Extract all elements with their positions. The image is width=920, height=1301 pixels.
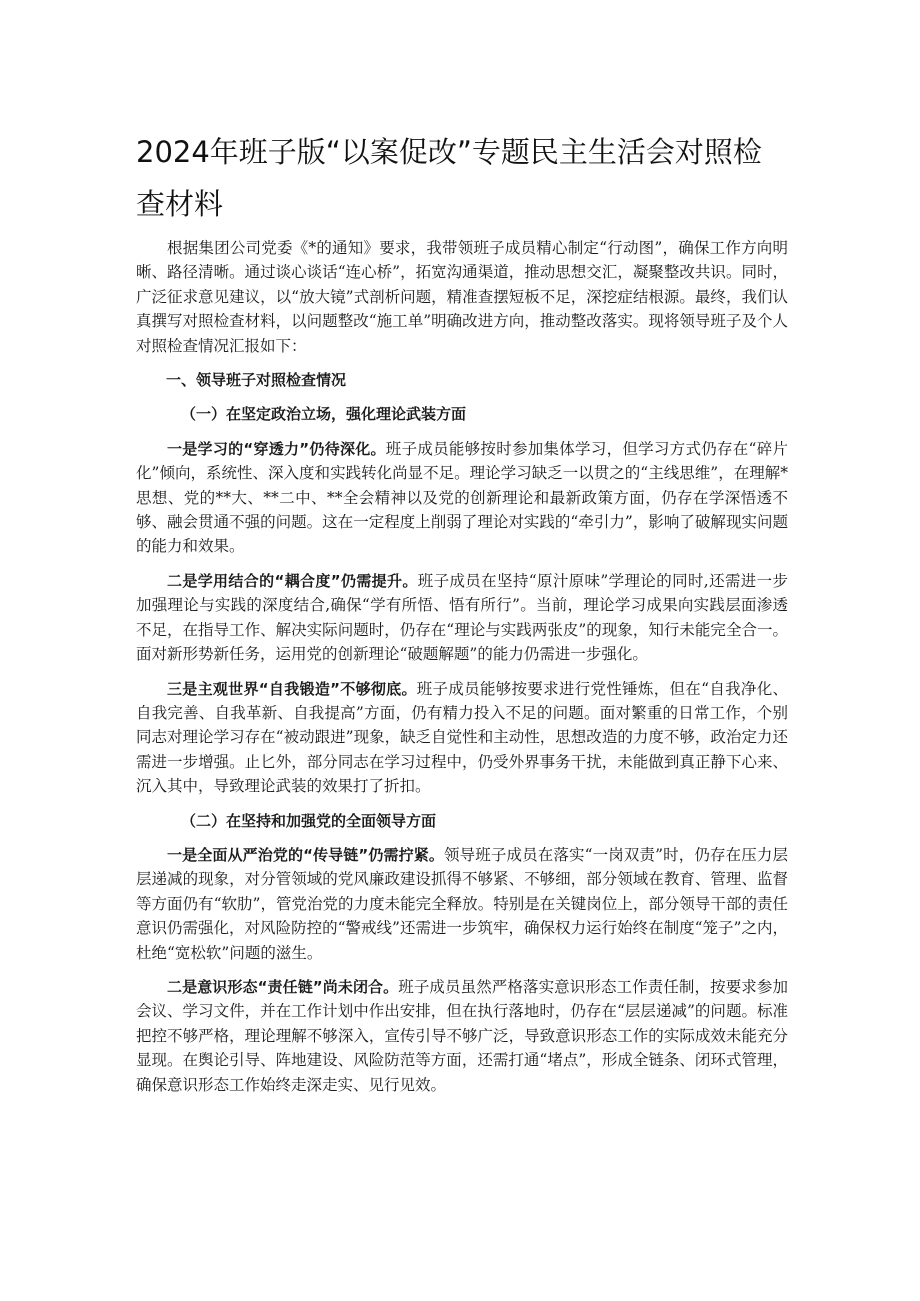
paragraph-self-forging xyxy=(136,677,788,799)
paragraph-lead: 二是学用结合的“耦合度”仍需提升。 xyxy=(167,571,418,590)
document-body xyxy=(136,236,788,1107)
paragraph-lead: 一是全面从严治党的“传导链”仍需拧紧。 xyxy=(167,845,444,864)
paragraph-lead: 二是意识形态“责任链”尚未闭合。 xyxy=(167,977,399,996)
paragraph-text: 班子成员能够按时参加集体学习，但学习方式仍存在“碎片化”倾向，系统性、深入度和实践转化尚显不足。理论学习缺乏一以贯之的“主线思维”，在理解*思想、党的**大、**二中、**全会精神以及党的创新理论和最新政策方面，仍存在学深悟透不够、融会贯通不强的问题。这在一定程度上削弱了理论对实践的“牵引力”，影响了破解现实问题的能力和效果。 xyxy=(136,439,789,556)
intro-paragraph: 根据集团公司党委《*的通知》要求，我带领班子成员精心制定“行动图”，确保工作方向明晰、路径清晰。通过谈心谈话“连心桥”，拓宽沟通渠道，推动思想交汇，凝聚整改共识。同时，广泛征求意见建议，以“放大镜”式剖析问题，精准查摆短板不足，深挖症结根源。最终，我们认真撰写对照检查材料，以问题整改“施工单”明确改进方向，推动整改落实。现将领导班子及个人对照检查情况汇报如下： xyxy=(136,239,788,355)
paragraph-lead: 一是学习的“穿透力”仍待深化。 xyxy=(167,439,386,458)
paragraph-study-penetration xyxy=(136,437,788,559)
subsection-2-heading: （二）在坚持和加强党的全面领导方面 xyxy=(181,811,437,830)
paragraph-lead: 三是主观世界“自我锻造”不够彻底。 xyxy=(167,679,417,698)
document-title: 2024年班子版“以案促改”专题民主生活会对照检查材料 xyxy=(136,135,762,221)
paragraph-study-coupling xyxy=(136,569,788,667)
paragraph-transmission-chain xyxy=(136,843,788,965)
paragraph-text: 班子成员在坚持“原汁原味”学理论的同时,还需进一步加强理论与实践的深度结合,确保“学有所悟、悟有所行”。当前，理论学习成果向实践层面渗透不足，在指导工作、解决实际问题时，仍存在“理论与实践两张皮”的现象，知行未能完全合一。面对新形势新任务，运用党的创新理论“破题解题”的能力仍需进一步强化。 xyxy=(136,571,788,664)
paragraph-responsibility-chain xyxy=(136,975,788,1097)
section-1-heading: 一、领导班子对照检查情况 xyxy=(166,371,347,390)
subsection-1-heading: （一）在坚定政治立场，强化理论武装方面 xyxy=(181,405,467,424)
paragraph-text: 班子成员虽然严格落实意识形态工作责任制，按要求参加会议、学习文件，并在工作计划中作出安排，但在执行落地时，仍存在“层层递减”的问题。标准把控不够严格，理论理解不够深入，宣传引导不够广泛，导致意识形态工作的实际成效未能充分显现。在舆论引导、阵地建设、风险防范等方面，还需打通“堵点”，形成全链条、闭环式管理，确保意识形态工作始终走深走实、见行见效。 xyxy=(136,977,788,1094)
paragraph-text: 班子成员能够按要求进行党性锤炼，但在“自我净化、自我完善、自我革新、自我提高”方面，仍有精力投入不足的问题。面对繁重的日常工作，个别同志对理论学习存在“被动跟进”现象，缺乏自觉性和主动性，思想改造的力度不够，政治定力还需进一步增强。止匕外，部分同志在学习过程中，仍受外界事务干扰，未能做到真正静下心来、沉入其中，导致理论武装的效果打了折扣。 xyxy=(136,679,789,796)
paragraph-text: 领导班子成员在落实“一岗双责”时，仍存在压力层层递减的现象，对分管领域的党风廉政建设抓得不够紧、不够细，部分领域在教育、管理、监督等方面仍有“软肋”，管党治党的力度未能完全释放。特别是在关键岗位上，部分领导干部的责任意识仍需强化，对风险防控的“警戒线”还需进一步筑牢，确保权力运行始终在制度“笼子”之内，杜绝“宽松软”问题的滋生。 xyxy=(136,845,788,962)
